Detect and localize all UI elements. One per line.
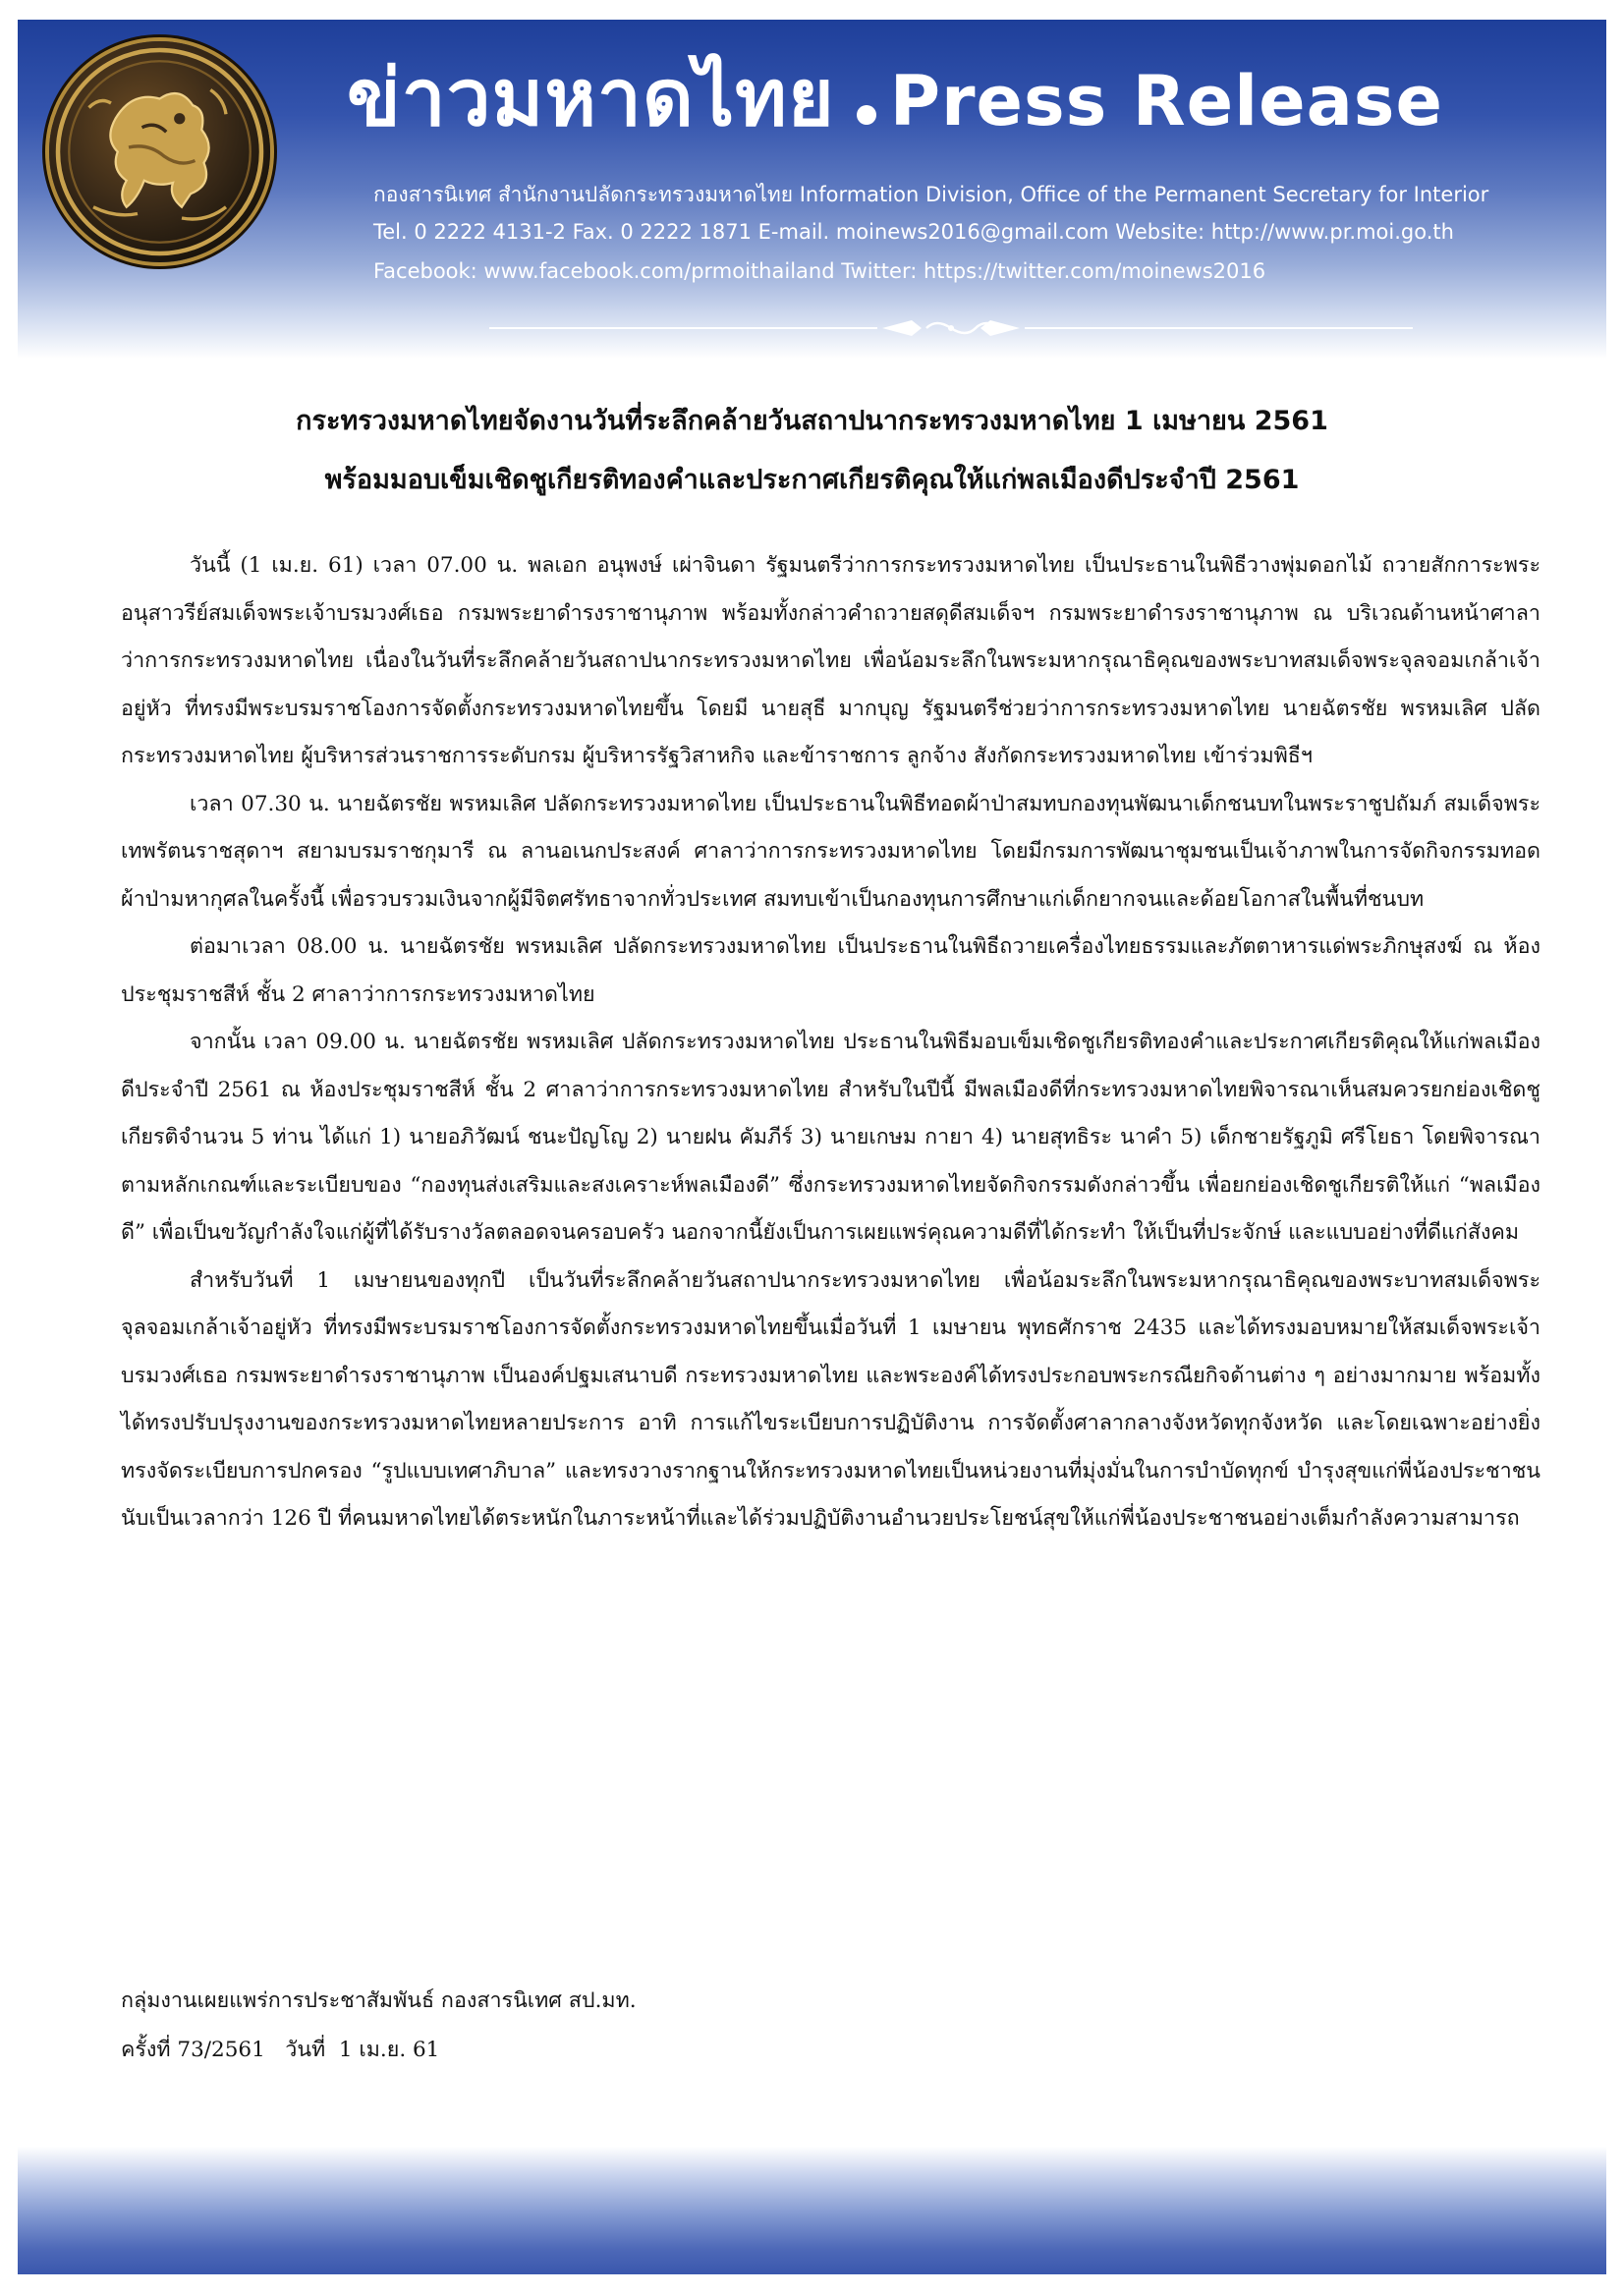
banner-division-line: กองสารนิเทศ สำนักงานปลัดกระทรวงมหาดไทย Information Division, Office of the Permanent Secretary for Interior xyxy=(373,183,1489,206)
paragraph: เวลา 07.30 น. นายฉัตรชัย พรหมเลิศ ปลัดกระทรวงมหาดไทย เป็นประธานในพิธีทอดผ้าป่าสมทบกองทุนพัฒนาเด็กชนบทในพระราชูปถัมภ์ สมเด็จพระเทพรัตนราชสุดาฯ สยามบรมราชกุมารี ณ ลานอเนกประสงค์ ศาลาว่าการกระทรวงมหาดไทย โดยมีกรมการพัฒนาชุมชนเป็นเจ้าภาพในการจัดกิจกรรมทอดผ้าป่ามหากุศลในครั้งนี้ เพื่อรวบรวมเงินจากผู้มีจิตศรัทธาจากทั่วประเทศ สมทบเข้าเป็นกองทุนการศึกษาแก่เด็กยากจนและด้อยโอกาสในพื้นที่ชนบท xyxy=(121,791,1540,912)
banner-title xyxy=(347,52,1443,143)
banner-contact-line: Tel. 0 2222 4131-2 Fax. 0 2222 1871 E-mail. moinews2016@gmail.com Website: http://www.pr.moi.go.th xyxy=(373,220,1454,244)
article-body xyxy=(121,542,1540,1543)
issue-number-date: ครั้งที่ 73/2561 วันที่ 1 เม.ย. 61 xyxy=(121,2038,440,2062)
headline-line-1: กระทรวงมหาดไทยจัดงานวันที่ระลึกคล้ายวันสถาปนากระทรวงมหาดไทย 1 เมษายน 2561 xyxy=(296,406,1328,436)
paragraph: ต่อมาเวลา 08.00 น. นายฉัตรชัย พรหมเลิศ ปลัดกระทรวงมหาดไทย เป็นประธานในพิธีถวายเครื่องไทยธรรมและภัตตาหารแด่พระภิกษุสงฆ์ ณ ห้องประชุมราชสีห์ ชั้น 2 ศาลาว่าการกระทรวงมหาดไทย xyxy=(121,934,1540,1007)
headline-line-2: พร้อมมอบเข็มเชิดชูเกียรติทองคำและประกาศเกียรติคุณให้แก่พลเมืองดีประจำปี 2561 xyxy=(324,465,1300,495)
banner-social-line: Facebook: www.facebook.com/prmoithailand Twitter: https://twitter.com/moinews2016 xyxy=(373,259,1266,283)
banner-title-thai: ข่าวมหาดไทย xyxy=(347,52,835,143)
issuing-unit: กลุ่มงานเผยแพร่การประชาสัมพันธ์ กองสารนิเทศ สป.มท. xyxy=(121,1988,637,2013)
paragraph: จากนั้น เวลา 09.00 น. นายฉัตรชัย พรหมเลิศ ปลัดกระทรวงมหาดไทย ประธานในพิธีมอบเข็มเชิดชูเกียรติทองคำและประกาศเกียรติคุณให้แก่พลเมืองดีประจำปี 2561 ณ ห้องประชุมราชสีห์ ชั้น 2 ศาลาว่าการกระทรวงมหาดไทย สำหรับในปีนี้ มีพลเมืองดีที่กระทรวงมหาดไทยพิจารณาเห็นสมควรยกย่องเชิดชูเกียรติจำนวน 5 ท่าน ได้แก่ 1) นายอภิวัฒน์ ชนะปัญโญ 2) นายฝน คัมภีร์ 3) นายเกษม กายา 4) นายสุทธิระ นาคำ 5) เด็กชายรัฐภูมิ ศรีโยธา โดยพิจารณาตามหลักเกณฑ์และระเบียบของ “กองทุนส่งเสริมและสงเคราะห์พลเมืองดี” ซึ่งกระทรวงมหาดไทยจัดกิจกรรมดังกล่าวขึ้น เพื่อยกย่องเชิดชูเกียรติให้แก่ “พลเมืองดี” เพื่อเป็นขวัญกำลังใจแก่ผู้ที่ได้รับรางวัลตลอดจนครอบครัว นอกจากนี้ยังเป็นการเผยแพร่คุณความดีที่ได้กระทำ ให้เป็นที่ประจักษ์ และแบบอย่างที่ดีแก่สังคม xyxy=(121,1030,1540,1245)
footer-band xyxy=(18,2147,1606,2274)
ornament-divider-icon xyxy=(489,314,1413,342)
lion-seal-icon xyxy=(49,41,270,262)
bullet-icon xyxy=(857,105,876,125)
banner-title-english: Press Release xyxy=(889,61,1443,141)
paragraph: วันนี้ (1 เม.ย. 61) เวลา 07.00 น. พลเอก อนุพงษ์ เผ่าจินดา รัฐมนตรีว่าการกระทรวงมหาดไทย เป็นประธานในพิธีวางพุ่มดอกไม้ ถวายสักการะพระอนุสาวรีย์สมเด็จพระเจ้าบรมวงศ์เธอ กรมพระยาดำรงราชานุภาพ พร้อมทั้งกล่าวคำถวายสดุดีสมเด็จฯ กรมพระยาดำรงราชานุภาพ ณ บริเวณด้านหน้าศาลาว่าการกระทรวงมหาดไทย เนื่องในวันที่ระลึกคล้ายวันสถาปนากระทรวงมหาดไทย เพื่อน้อมระลึกในพระมหากรุณาธิคุณของพระบาทสมเด็จพระจุลจอมเกล้าเจ้าอยู่หัว ที่ทรงมีพระบรมราชโองการจัดตั้งกระทรวงมหาดไทยขึ้น โดยมี นายสุธี มากบุญ รัฐมนตรีช่วยว่าการกระทรวงมหาดไทย นายฉัตรชัย พรหมเลิศ ปลัดกระทรวงมหาดไทย ผู้บริหารส่วนราชการระดับกรม ผู้บริหารรัฐวิสาหกิจ และข้าราชการ ลูกจ้าง สังกัดกระทรวงมหาดไทย เข้าร่วมพิธีฯ xyxy=(121,553,1540,768)
paragraph: สำหรับวันที่ 1 เมษายนของทุกปี เป็นวันที่ระลึกคล้ายวันสถาปนากระทรวงมหาดไทย เพื่อน้อมระลึกในพระมหากรุณาธิคุณของพระบาทสมเด็จพระจุลจอมเกล้าเจ้าอยู่หัว ที่ทรงมีพระบรมราชโองการจัดตั้งกระทรวงมหาดไทยขึ้นเมื่อวันที่ 1 เมษายน พุทธศักราช 2435 และได้ทรงมอบหมายให้สมเด็จพระเจ้าบรมวงศ์เธอ กรมพระยาดำรงราชานุภาพ เป็นองค์ปฐมเสนาบดี กระทรวงมหาดไทย และพระองค์ได้ทรงประกอบพระกรณียกิจด้านต่าง ๆ อย่างมากมาย พร้อมทั้งได้ทรงปรับปรุงงานของกระทรวงมหาดไทยหลายประการ อาทิ การแก้ไขระเบียบการปฏิบัติงาน การจัดตั้งศาลากลางจังหวัดทุกจังหวัด และโดยเฉพาะอย่างยิ่งทรงจัดระเบียบการปกครอง “รูปแบบเทศาภิบาล” และทรงวางรากฐานให้กระทรวงมหาดไทยเป็นหน่วยงานที่มุ่งมั่นในการบำบัดทุกข์ บำรุงสุขแก่พี่น้องประชาชน นับเป็นเวลากว่า 126 ปี ที่คนมหาดไทยได้ตระหนักในภาระหน้าที่และได้ร่วมปฏิบัติงานอำนวยประโยชน์สุขให้แก่พี่น้องประชาชนอย่างเต็มกำลังความสามารถ xyxy=(121,1267,1540,1531)
press-release-banner xyxy=(18,20,1606,359)
